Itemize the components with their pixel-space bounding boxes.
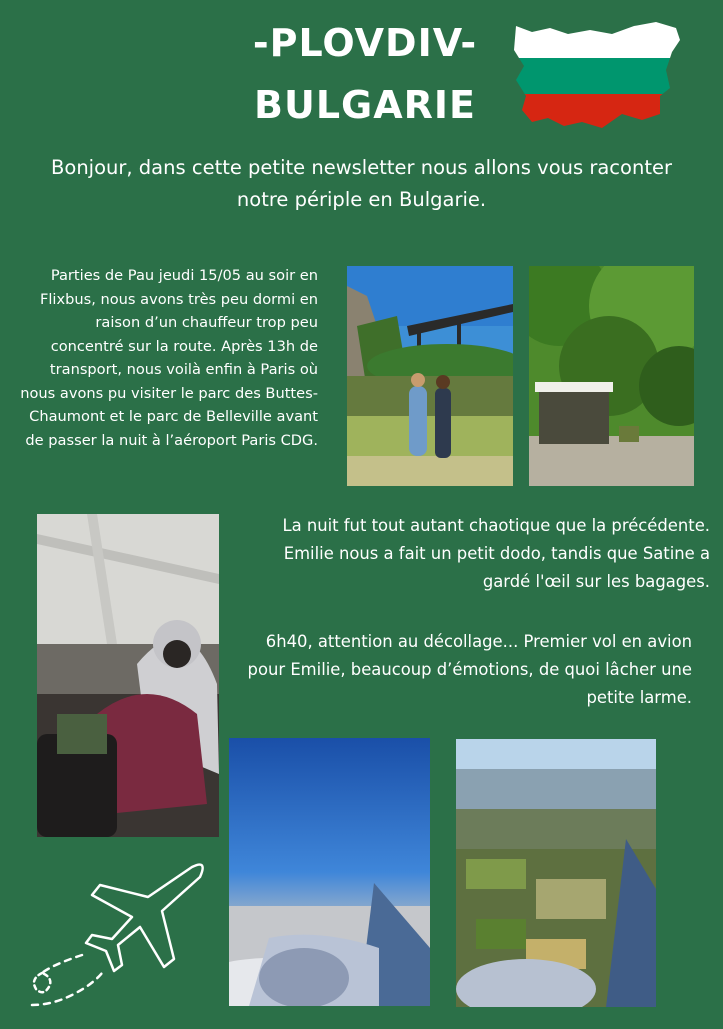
photo-airport-night <box>37 514 219 837</box>
newsletter-title-line2: BULGARIE <box>254 83 476 127</box>
paragraph-takeoff: 6h40, attention au décollage... Premier vol en avion pour Emilie, beaucoup d’émotions, de quoi lâcher une petite larme. <box>247 632 692 707</box>
paragraph-night-airport: La nuit fut tout autant chaotique que la précédente. Emilie nous a fait un petit dodo, tandis que Satine a gardé l'œil sur les bagages. <box>282 516 710 591</box>
photo-parc-belleville <box>529 266 694 486</box>
photo-buttes-chaumont <box>347 266 513 486</box>
intro-text: Bonjour, dans cette petite newsletter nous allons vous raconter notre périple en Bulgarie. <box>51 156 672 211</box>
paragraph-paris-trip: Parties de Pau jeudi 15/05 au soir en Flixbus, nous avons très peu dormi en raison d’un chauffeur trop peu concentré sur la route. Après 13h de transport, nous voilà enfin à Paris où nous avons pu visiter le parc des Buttes-Chaumont et le parc de Belleville avant de passer la nuit à l’aéroport Paris CDG. <box>20 267 318 449</box>
photo-plane-window-sky <box>229 738 430 1006</box>
bulgaria-map-flag-icon <box>510 18 685 133</box>
airplane-outline-icon <box>22 855 212 1015</box>
photo-plane-aerial-fields <box>456 739 656 1007</box>
newsletter-title-line1: -PLOVDIV- <box>252 21 478 65</box>
